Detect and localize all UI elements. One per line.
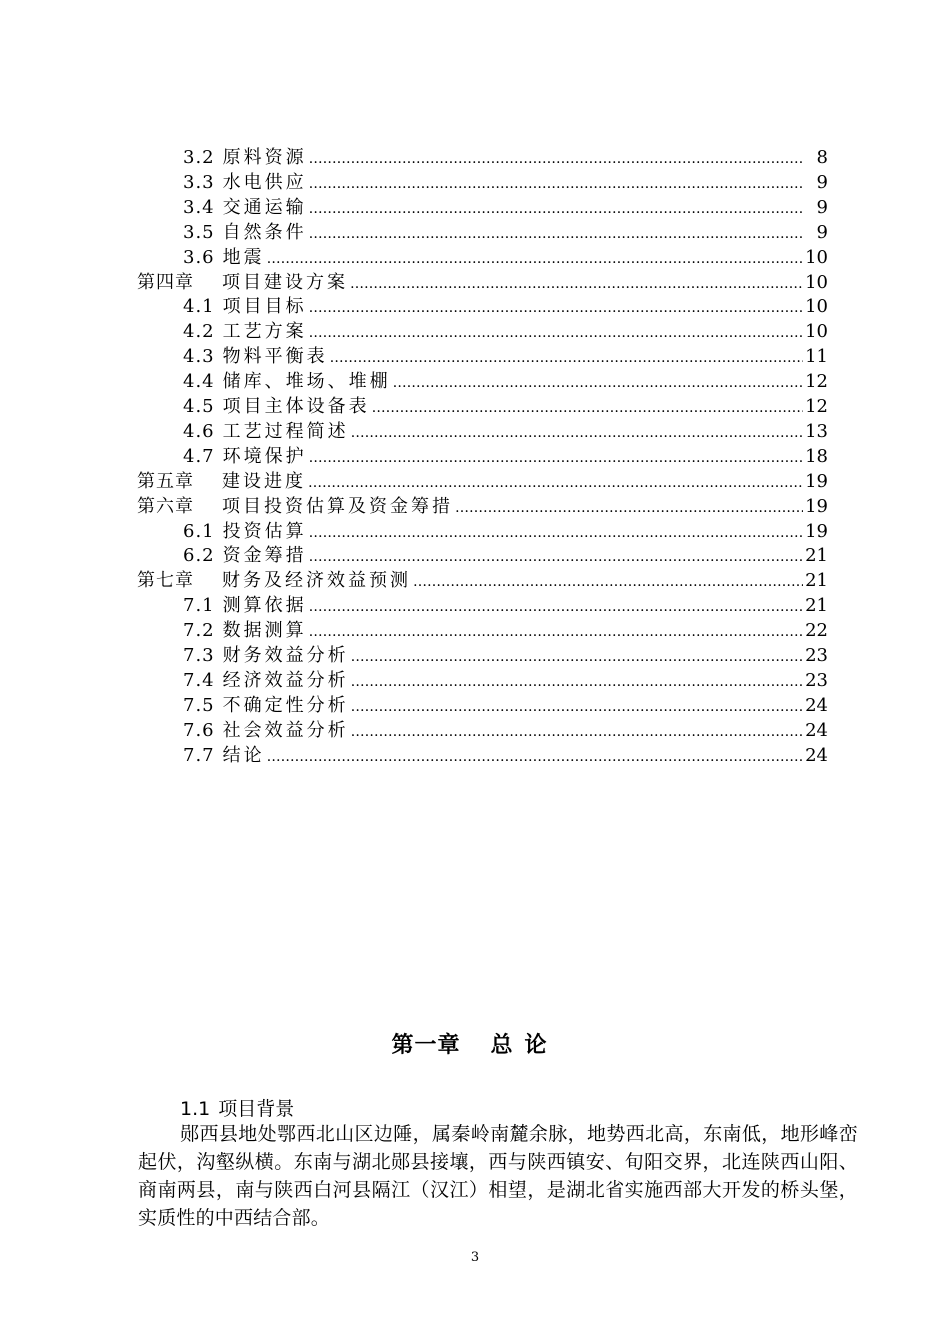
toc-dot-leader (351, 694, 803, 718)
toc-entry-number: 6.1 (183, 520, 215, 542)
chapter-title: 总论 (490, 1033, 559, 1058)
toc-dot-leader (309, 544, 803, 568)
toc-dot-leader (267, 246, 803, 270)
toc-entry-title: 环境保护 (222, 445, 307, 467)
toc-dot-leader (309, 520, 803, 544)
toc-section-entry[interactable] (183, 520, 828, 544)
paragraph-text: 郧西县地处鄂西北山区边陲，属秦岭南麓余脉，地势西北高，东南低，地形峰峦起伏，沟壑纵横。东南与湖北郧县接壤，西与陕西镇安、旬阳交界，北连陕西山阳、商南两县，南与陕西白河县隔江（汉江）相望，是湖北省实施西部大开发的桥头堡，实质性的中西结合部。 (138, 1123, 858, 1229)
toc-entry-title: 工艺方案 (222, 321, 307, 343)
toc-entry-page: 12 (805, 371, 828, 393)
toc-section-entry[interactable] (183, 295, 828, 319)
toc-dot-leader (309, 146, 804, 170)
toc-section-entry[interactable] (183, 370, 828, 394)
toc-dot-leader (309, 619, 803, 643)
toc-dot-leader (413, 569, 803, 593)
toc-section-entry[interactable] (183, 669, 828, 693)
toc-dot-leader (351, 669, 803, 693)
toc-dot-leader (351, 420, 803, 444)
toc-section-entry[interactable] (183, 744, 828, 768)
chapter-label: 第一章 (391, 1033, 461, 1058)
toc-entry-title: 建设进度 (222, 470, 306, 492)
toc-entry-number: 3.2 (183, 147, 215, 168)
toc-entry-number: 4.5 (183, 396, 215, 417)
toc-entry-page: 21 (805, 545, 828, 567)
toc-entry-title: 物料平衡表 (222, 346, 328, 368)
page-number: 3 (470, 1250, 480, 1265)
toc-entry-title: 自然条件 (222, 221, 307, 243)
toc-entry-page: 12 (805, 396, 828, 417)
toc-entry-number: 第四章 (137, 271, 194, 293)
toc-entry-page: 23 (805, 645, 828, 666)
toc-entry-page: 21 (805, 570, 828, 592)
toc-section-entry[interactable] (183, 445, 828, 469)
toc-entry-page: 24 (805, 719, 828, 741)
toc-entry-title: 数据测算 (222, 620, 307, 642)
toc-entry-number: 4.7 (183, 445, 215, 467)
toc-chapter-entry[interactable] (137, 569, 828, 593)
toc-entry-page: 10 (805, 321, 828, 343)
toc-entry-number: 3.4 (183, 196, 215, 218)
toc-section-entry[interactable] (183, 196, 828, 220)
toc-section-entry[interactable] (183, 420, 828, 444)
toc-section-entry[interactable] (183, 345, 828, 369)
toc-section-entry[interactable] (183, 146, 828, 170)
toc-section-entry[interactable] (183, 719, 828, 743)
section-title: 项目背景 (218, 1098, 295, 1120)
toc-entry-page: 19 (805, 520, 828, 542)
toc-section-entry[interactable] (183, 694, 828, 718)
toc-entry-page: 13 (805, 420, 828, 442)
toc-chapter-entry[interactable] (137, 271, 828, 295)
toc-entry-number: 第六章 (137, 495, 194, 517)
toc-entry-number: 7.4 (183, 669, 215, 691)
toc-entry-number: 3.6 (183, 246, 215, 268)
toc-entry-page: 23 (805, 669, 828, 691)
toc-chapter-entry[interactable] (137, 470, 828, 494)
toc-dot-leader (309, 320, 803, 344)
toc-entry-number: 7.1 (183, 595, 215, 617)
body-paragraph (138, 1120, 858, 1232)
toc-entry-title: 地震 (222, 246, 265, 268)
toc-section-entry[interactable] (183, 320, 828, 344)
toc-entry-title: 结论 (222, 744, 265, 766)
toc-entry-number: 3.5 (183, 221, 215, 243)
toc-chapter-entry[interactable] (137, 495, 828, 519)
toc-dot-leader (309, 171, 804, 195)
toc-dot-leader (351, 719, 803, 743)
toc-entry-page: 10 (805, 296, 828, 318)
toc-entry-number: 7.7 (183, 744, 215, 766)
toc-entry-page: 9 (816, 171, 828, 193)
toc-entry-title: 储库、堆场、堆棚 (222, 371, 391, 393)
toc-entry-number: 7.2 (183, 620, 215, 642)
toc-entry-page: 18 (805, 445, 828, 467)
toc-dot-leader (372, 395, 803, 419)
toc-entry-title: 投资估算 (222, 520, 307, 542)
toc-entry-number: 7.5 (183, 694, 215, 716)
toc-section-entry[interactable] (183, 395, 828, 419)
section-heading (180, 1094, 294, 1121)
toc-entry-number: 第五章 (137, 470, 194, 492)
toc-entry-page: 10 (805, 246, 828, 268)
toc-entry-title: 经济效益分析 (222, 669, 349, 691)
toc-entry-page: 9 (816, 196, 828, 218)
toc-entry-title: 项目主体设备表 (222, 396, 370, 417)
toc-dot-leader (351, 644, 803, 668)
toc-entry-number: 4.3 (183, 346, 215, 368)
toc-entry-page: 21 (805, 595, 828, 617)
toc-entry-title: 财务及经济效益预测 (222, 570, 411, 592)
toc-dot-leader (309, 221, 804, 245)
toc-entry-number: 7.6 (183, 719, 215, 741)
toc-entry-title: 交通运输 (222, 196, 307, 218)
toc-entry-title: 工艺过程简述 (222, 420, 349, 442)
toc-dot-leader (309, 445, 803, 469)
toc-entry-page: 19 (805, 495, 828, 517)
chapter-heading (0, 1028, 950, 1059)
toc-entry-number: 4.2 (183, 321, 215, 343)
toc-entry-page: 11 (805, 346, 828, 368)
toc-section-entry[interactable] (183, 594, 828, 618)
toc-entry-page: 24 (805, 694, 828, 716)
toc-dot-leader (455, 495, 803, 519)
toc-section-entry[interactable] (183, 246, 828, 270)
toc-entry-page: 10 (805, 271, 828, 293)
toc-dot-leader (393, 370, 803, 394)
toc-entry-title: 社会效益分析 (222, 719, 349, 741)
toc-entry-number: 3.3 (183, 171, 215, 193)
section-number: 1.1 (180, 1098, 211, 1120)
toc-entry-title: 项目投资估算及资金筹措 (222, 495, 453, 517)
toc-section-entry[interactable] (183, 619, 828, 643)
toc-entry-number: 7.3 (183, 645, 215, 666)
toc-dot-leader (309, 196, 804, 220)
toc-dot-leader (330, 345, 803, 369)
toc-entry-title: 测算依据 (222, 595, 307, 617)
toc-entry-page: 8 (816, 147, 828, 168)
toc-section-entry[interactable] (183, 544, 828, 568)
toc-entry-title: 项目建设方案 (222, 271, 348, 293)
toc-dot-leader (309, 594, 803, 618)
toc-entry-page: 19 (805, 470, 828, 492)
toc-entry-title: 资金筹措 (222, 545, 307, 567)
toc-entry-number: 4.6 (183, 420, 215, 442)
toc-entry-title: 财务效益分析 (222, 645, 349, 666)
toc-entry-title: 不确定性分析 (222, 694, 349, 716)
toc-entry-title: 水电供应 (222, 171, 307, 193)
toc-entry-page: 24 (805, 744, 828, 766)
toc-entry-page: 9 (816, 221, 828, 243)
toc-dot-leader (309, 295, 803, 319)
toc-section-entry[interactable] (183, 171, 828, 195)
toc-dot-leader (350, 271, 803, 295)
toc-dot-leader (267, 744, 803, 768)
toc-entry-number: 4.1 (183, 296, 215, 318)
toc-section-entry[interactable] (183, 644, 828, 668)
toc-entry-number: 4.4 (183, 371, 215, 393)
toc-dot-leader (308, 470, 803, 494)
toc-entry-page: 22 (805, 620, 828, 642)
toc-section-entry[interactable] (183, 221, 828, 245)
toc-entry-title: 项目目标 (222, 296, 307, 318)
toc-entry-number: 6.2 (183, 545, 215, 567)
toc-entry-number: 第七章 (137, 570, 194, 592)
toc-entry-title: 原料资源 (222, 147, 307, 168)
